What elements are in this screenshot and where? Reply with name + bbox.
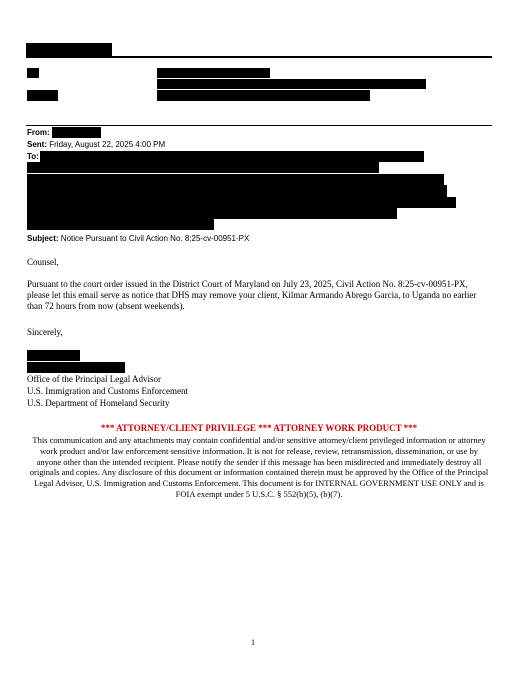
redacted-to-2 [27, 162, 379, 173]
sent-value: Friday, August 22, 2025 4:00 PM [49, 140, 166, 149]
redacted-to-5 [27, 197, 456, 208]
closing: Sincerely, [27, 327, 63, 337]
redacted-from-value [52, 127, 101, 138]
body-paragraph: Pursuant to the court order issued in the District Court of Maryland on July 23, 2025, Civil Action No. 8:25-cv-00951-PX, please let this email serve as notice that DHS may remove your client, Kilmar Armando Abrego Garcia, to Uganda no earlier than 72 hours from now (absent weekends). [27, 279, 477, 311]
redacted-header-right-1 [157, 68, 270, 78]
redacted-header-left-1 [27, 68, 39, 78]
signature-line-agency: U.S. Immigration and Customs Enforcement [27, 386, 188, 396]
redacted-header-left-2 [27, 90, 58, 101]
subject-value: Notice Pursuant to Civil Action No. 8:25-cv-00951-PX [60, 234, 250, 243]
redacted-to-3 [27, 174, 444, 185]
sent-field [27, 140, 165, 149]
privilege-heading: *** ATTORNEY/CLIENT PRIVILEGE *** ATTORNEY WORK PRODUCT *** [100, 423, 418, 433]
redacted-signer-title [27, 362, 125, 373]
header-rule [26, 56, 492, 58]
privilege-notice: This communication and any attachments may contain confidential and/or sensitive attorney/client privileged information or attorney work product and/or law enforcement sensitive information. It is not for release, review, retransmission, dissemination, or use by anyone other than the intended recipient. Please notify the sender if this message has been misdirected and immediately destroy all originals and copies. Any disclosure of this document or information contained therein must be approved by the Office of the Principal Legal Advisor, U.S. Immigration and Customs Enforcement. This document is for INTERNAL GOVERNMENT USE ONLY and is FOIA exempt under 5 U.S.C. § 552(b)(5), (b)(7). [29, 435, 489, 499]
sent-label: Sent: [27, 140, 47, 149]
signature-line-department: U.S. Department of Homeland Security [27, 398, 170, 408]
redacted-signer-name [27, 350, 80, 361]
to-label: To: [27, 152, 39, 161]
redacted-header-right-2 [157, 79, 426, 89]
redacted-to-1 [40, 151, 424, 162]
redacted-header-name [26, 43, 112, 56]
from-label: From: [27, 128, 50, 137]
redacted-header-right-3 [157, 90, 370, 101]
page-number: 1 [251, 638, 255, 647]
email-header-rule [26, 125, 492, 126]
from-field [27, 128, 50, 137]
subject-label: Subject: [27, 234, 59, 243]
redacted-to-6 [27, 208, 397, 219]
to-field [27, 152, 39, 161]
signature-line-office: Office of the Principal Legal Advisor [27, 374, 162, 384]
subject-field [27, 234, 249, 243]
redacted-to-4 [27, 185, 447, 197]
redacted-to-7 [27, 219, 214, 230]
salutation: Counsel, [27, 257, 59, 267]
